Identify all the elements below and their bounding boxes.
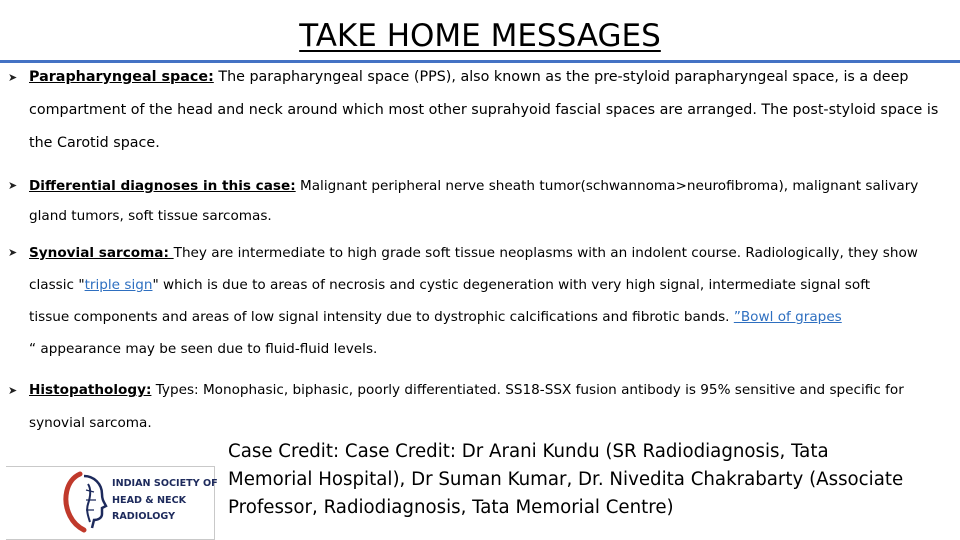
page-title: TAKE HOME MESSAGES [299,18,661,54]
bullet-text: Malignant peripheral nerve sheath tumor(schwannoma>neurofibroma), malignant salivary [295,178,919,194]
credit-line: Memorial Hospital), Dr Suman Kumar, Dr. Nivedita Chakrabarty (Associate [228,469,904,490]
head-neck-logo-icon [58,470,114,534]
bullet-heading: Parapharyngeal space: [29,69,214,85]
bullet-text: Types: Monophasic, biphasic, poorly differentiated. SS18-SSX fusion antibody is 95% sensitive and specific for [151,382,904,398]
bullet-arrow-icon: ➤ [8,71,18,84]
bullet-text: the Carotid space. [29,135,160,151]
bullet-text: The parapharyngeal space (PPS), also known as the pre-styloid parapharyngeal space, is a deep [213,69,909,85]
bullet-arrow-icon: ➤ [8,246,18,259]
credit-line: Case Credit: Case Credit: Dr Arani Kundu (SR Radiodiagnosis, Tata [228,441,829,462]
logo-line: INDIAN SOCIETY OF [112,478,218,489]
bullet-text: classic " [29,277,85,293]
bullet-differential [8,171,954,231]
bullet-heading: Differential diagnoses in this case: [29,178,296,194]
bullet-arrow-icon: ➤ [8,179,18,192]
triple-sign-link[interactable]: triple sign [84,277,153,293]
bullet-arrow-icon: ➤ [8,384,18,397]
society-logo [6,466,218,540]
bullet-text: synovial sarcoma. [29,415,152,431]
bullet-text: “ appearance may be seen due to fluid-fluid levels. [29,341,378,357]
bullet-text: gland tumors, soft tissue sarcomas. [29,208,272,224]
logo-line: HEAD & NECK [112,494,187,506]
bullet-text: compartment of the head and neck around which most other suprahyoid fascial spaces are arranged. The post-styloid space is [29,102,939,118]
bullet-text: They are intermediate to high grade soft tissue neoplasms with an indolent course. Radiologically, they show [173,245,918,261]
credit-line: Professor, Radiodiagnosis, Tata Memorial Centre) [228,497,674,518]
case-credit [228,438,953,522]
bullet-parapharyngeal [8,61,954,160]
bullet-text: tissue components and areas of low signal intensity due to dystrophic calcifications and fibrotic bands. [29,309,734,325]
bullet-heading: Synovial sarcoma: [29,245,174,261]
logo-text [112,476,216,526]
bullet-text: " which is due to areas of necrosis and cystic degeneration with very high signal, intermediate signal soft [152,277,871,293]
logo-line: RADIOLOGY [112,511,176,522]
bowl-of-grapes-link[interactable]: ”Bowl of grapes [733,309,842,325]
bullet-histopathology [8,374,954,440]
bullet-heading: Histopathology: [29,382,152,398]
bullet-synovial-sarcoma [8,237,954,365]
